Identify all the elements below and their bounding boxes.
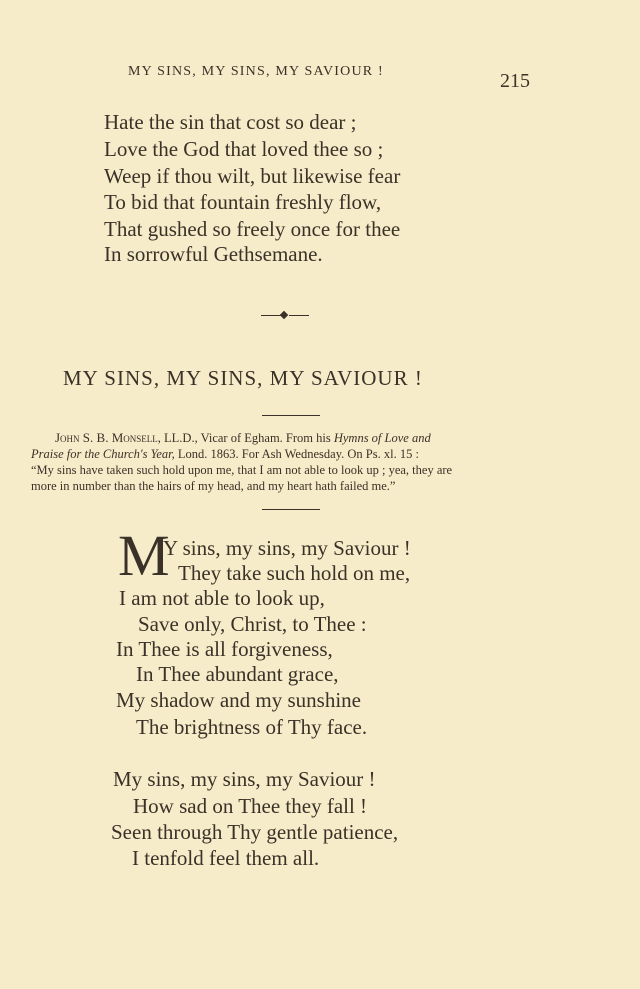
verse-line: I tenfold feel them all. [132,846,320,870]
page-number: 215 [500,70,530,92]
scripture-quote: “My sins have taken such hold upon me, that I am not able to look up ; yea, they are [31,463,453,477]
verse-line: In sorrowful Gethsemane. [104,242,323,266]
verse-line: In Thee abundant grace, [136,662,339,686]
verse-line: Weep if thou wilt, but likewise fear [104,164,401,188]
title-rule [262,415,320,416]
author-name: John S. B. Monsell [55,430,158,445]
verse-line: Save only, Christ, to Thee : [138,612,367,636]
verse-line: To bid that fountain freshly flow, [104,190,382,214]
author-details: , LL.D., Vicar of Egham. From his [157,431,334,445]
verse-line: My shadow and my sunshine [116,688,361,712]
verse-line: Hate the sin that cost so dear ; [104,110,357,134]
book-title: Hymns of Love and [333,431,431,445]
hymn-title: MY SINS, MY SINS, MY SAVIOUR ! [63,366,423,390]
verse-line: The brightness of Thy face. [136,715,368,739]
verse-line: I am not able to look up, [119,586,325,610]
book-title-continued: Praise for the Church's Year, [31,447,175,461]
drop-cap: M [118,523,170,588]
publication-details: Lond. 1863. For Ash Wednesday. On Ps. xl. 15 : [174,447,419,461]
section-ornament [261,310,309,322]
verse-line: In Thee is all forgiveness, [116,637,333,661]
verse-line: My sins, my sins, my Saviour ! [113,767,376,791]
running-head: MY SINS, MY SINS, MY SAVIOUR ! [128,64,384,79]
verse-line: How sad on Thee they fall ! [133,794,368,818]
verse-line: That gushed so freely once for thee [104,217,401,241]
attribution-rule [262,509,320,510]
verse-line: They take such hold on me, [178,561,411,585]
scripture-quote-continued: more in number than the hairs of my head, and my heart hath failed me.” [31,479,396,493]
verse-line: Y sins, my sins, my Saviour ! [163,536,411,560]
verse-line: Love the God that loved thee so ; [104,137,384,161]
verse-line: Seen through Thy gentle patience, [111,820,399,844]
